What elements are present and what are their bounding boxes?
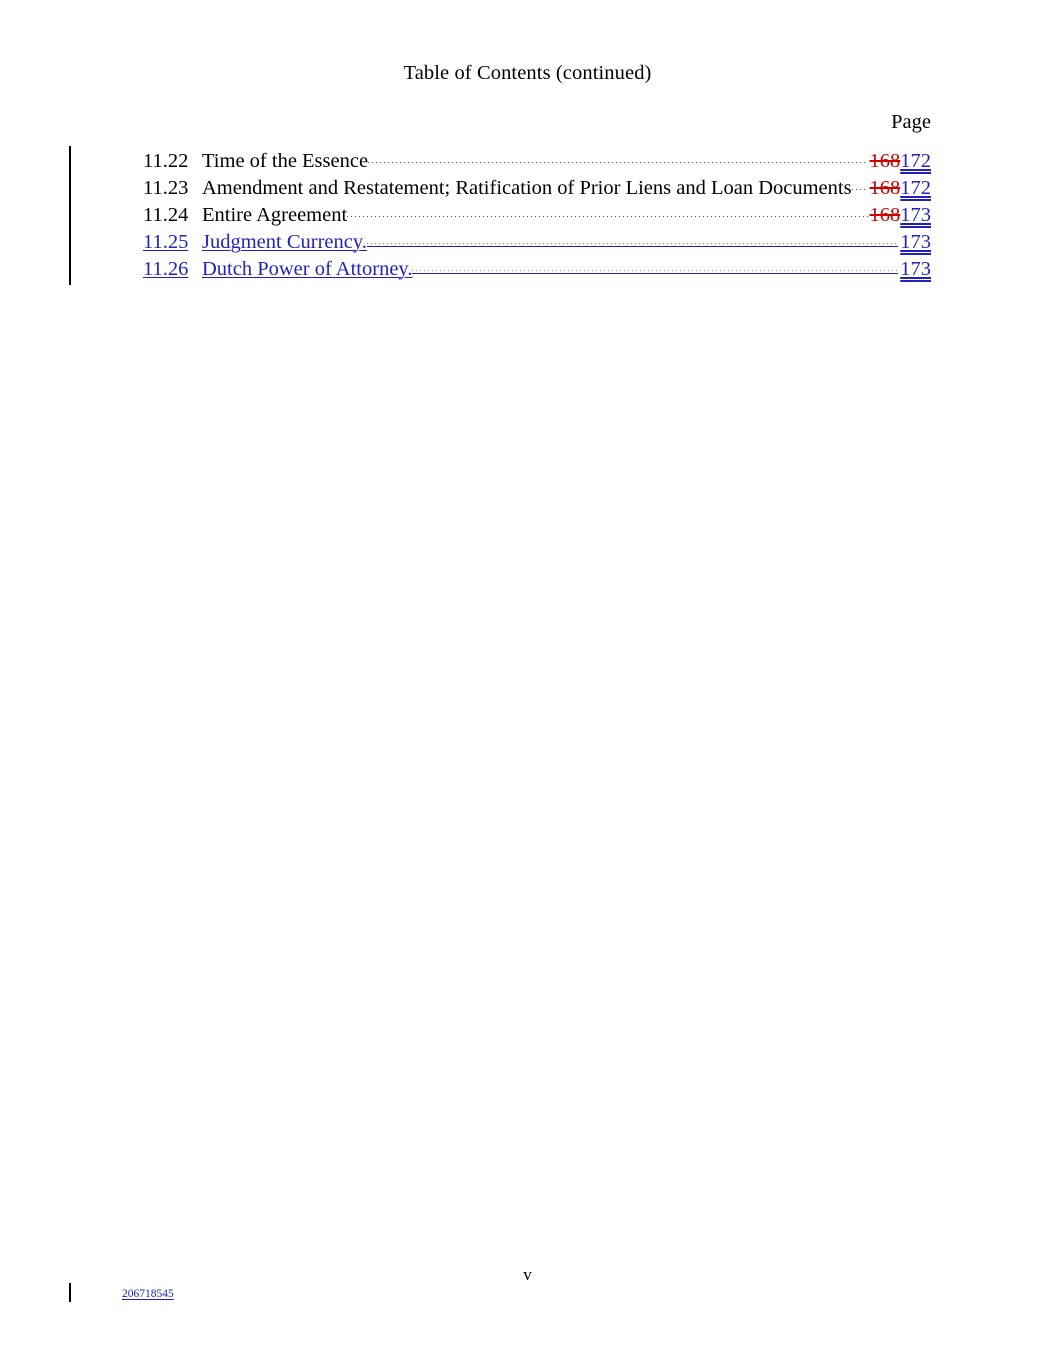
toc-entry-title: Amendment and Restatement; Ratification of Prior Liens and Loan Documents <box>202 176 852 199</box>
toc-entry-number: 11.24 <box>143 203 189 226</box>
table-of-contents-list <box>143 146 931 281</box>
toc-entry-number: 11.23 <box>143 176 189 199</box>
toc-leader-dots <box>412 254 898 275</box>
toc-entry-page-number <box>868 149 932 174</box>
toc-entry[interactable] <box>143 200 931 227</box>
toc-entry-number: 11.25 <box>143 230 189 253</box>
toc-entry-page-number <box>898 230 931 255</box>
page-number-deleted: 168 <box>869 176 901 199</box>
toc-leader-dots <box>852 173 868 194</box>
toc-entry-title: Dutch Power of Attorney. <box>202 257 413 280</box>
toc-entry-page-number <box>898 257 931 282</box>
page-number-inserted: 172 <box>900 149 931 172</box>
page-number-inserted: 173 <box>900 230 931 253</box>
toc-entry-title: Judgment Currency. <box>202 230 367 253</box>
page-number-inserted: 173 <box>900 203 931 226</box>
toc-entry[interactable] <box>143 227 931 254</box>
toc-leader-dots <box>368 146 867 167</box>
toc-entry[interactable] <box>143 254 931 281</box>
page-number-deleted: 168 <box>869 149 901 172</box>
toc-entry-page-number <box>868 176 932 201</box>
toc-entry-page-number <box>868 203 932 228</box>
toc-entry-title: Entire Agreement <box>202 203 348 226</box>
page-number-inserted: 173 <box>900 257 931 280</box>
page-column-header: Page <box>891 111 931 133</box>
toc-entry[interactable] <box>143 146 931 173</box>
toc-entry-number: 11.26 <box>143 257 189 280</box>
revision-change-bar-footer <box>69 1283 71 1302</box>
page-number-inserted: 172 <box>900 176 931 199</box>
revision-change-bar <box>69 146 71 285</box>
page-number-deleted: 168 <box>869 203 901 226</box>
page-folio-number: v <box>523 1265 532 1284</box>
toc-entry[interactable] <box>143 173 931 200</box>
document-id-stamp: 206718545 <box>122 1288 174 1300</box>
page-title: Table of Contents (continued) <box>403 62 652 84</box>
toc-leader-dots <box>367 227 898 248</box>
toc-entry-title: Time of the Essence <box>202 149 369 172</box>
toc-leader-dots <box>347 200 867 221</box>
toc-entry-number: 11.22 <box>143 149 189 172</box>
